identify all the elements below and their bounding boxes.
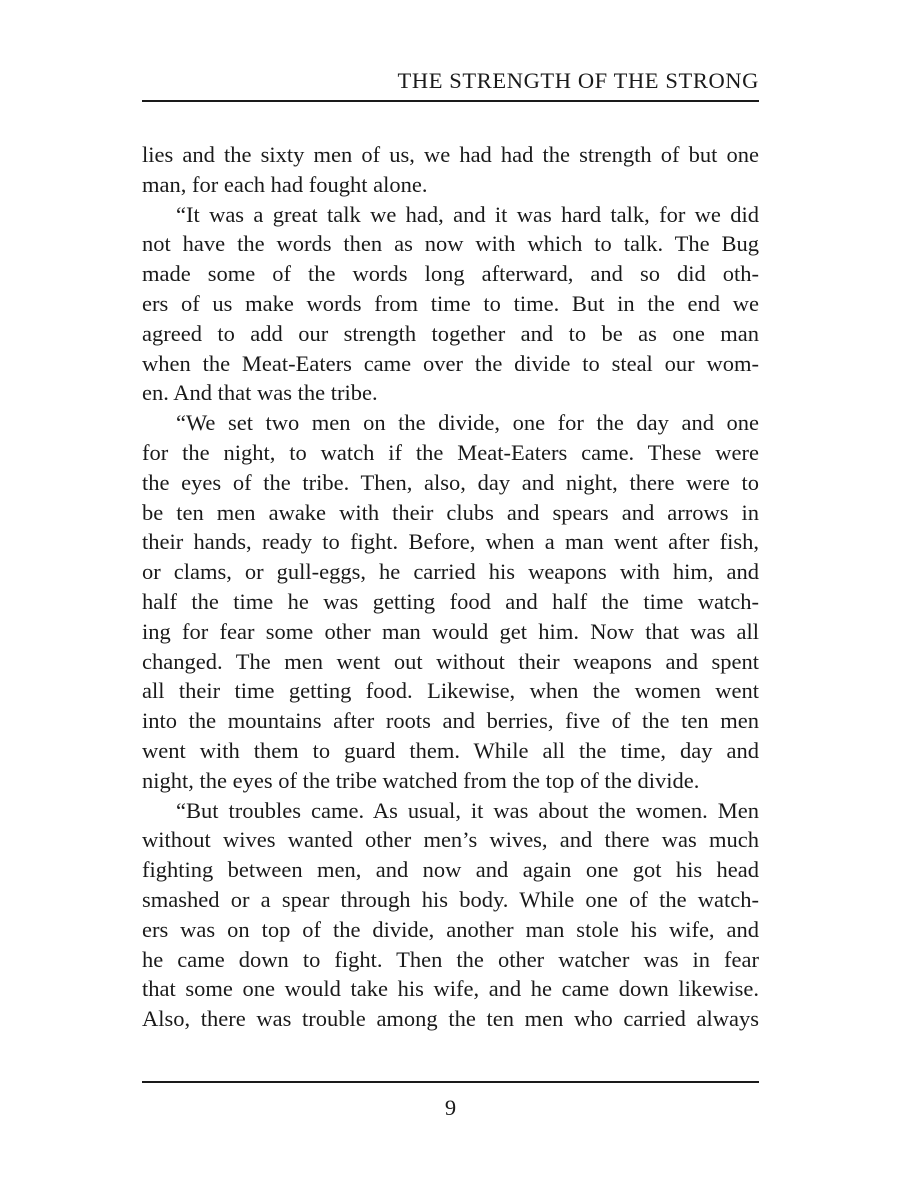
text-line: made some of the words long afterward, and so did oth- <box>142 261 759 287</box>
text-line: without wives wanted other men’s wives, and there was much <box>142 827 759 853</box>
text-line: for the night, to watch if the Meat-Eaters came. These were <box>142 439 759 465</box>
text-line: “We set two men on the divide, one for the day and one <box>176 410 759 436</box>
text-line: en. And that was the tribe. <box>142 380 378 406</box>
book-page <box>142 0 759 1200</box>
text-line: the eyes of the tribe. Then, also, day and night, there were to <box>142 469 759 495</box>
header-rule <box>142 100 759 102</box>
text-line: into the mountains after roots and berries, five of the ten men <box>142 708 759 734</box>
text-line: “But troubles came. As usual, it was about the women. Men <box>176 797 759 823</box>
text-line: or clams, or gull-eggs, he carried his weapons with him, and <box>142 559 759 585</box>
text-line: agreed to add our strength together and to be as one man <box>142 320 759 346</box>
text-line: not have the words then as now with which to talk. The Bug <box>142 231 759 257</box>
text-line: be ten men awake with their clubs and spears and arrows in <box>142 499 759 525</box>
text-line: changed. The men went out without their weapons and spent <box>142 648 759 674</box>
text-line: all their time getting food. Likewise, when the women went <box>142 678 759 704</box>
text-line: he came down to fight. Then the other watcher was in fear <box>142 946 759 972</box>
text-line: ers of us make words from time to time. But in the end we <box>142 290 759 316</box>
text-line: their hands, ready to fight. Before, when a man went after fish, <box>142 529 759 555</box>
footer-rule <box>142 1081 759 1083</box>
text-line: went with them to guard them. While all the time, day and <box>142 737 759 763</box>
text-line: “It was a great talk we had, and it was hard talk, for we did <box>176 201 759 227</box>
text-line: Also, there was trouble among the ten men who carried always <box>142 1006 759 1032</box>
page-number: 9 <box>444 1095 457 1120</box>
text-line: lies and the sixty men of us, we had had the strength of but one <box>142 142 759 167</box>
text-line: half the time he was getting food and half the time watch- <box>142 588 759 614</box>
text-line: ers was on top of the divide, another man stole his wife, and <box>142 916 759 942</box>
running-head: THE STRENGTH OF THE STRONG <box>397 68 759 93</box>
text-line: ing for fear some other man would get him. Now that was all <box>142 618 759 644</box>
text-line: when the Meat-Eaters came over the divide to steal our wom- <box>142 350 759 376</box>
body-text <box>142 140 759 1034</box>
text-line: fighting between men, and now and again one got his head <box>142 857 759 883</box>
text-line: man, for each had fought alone. <box>142 171 428 197</box>
text-line: that some one would take his wife, and he came down likewise. <box>142 976 759 1002</box>
text-line: smashed or a spear through his body. While one of the watch- <box>142 886 759 912</box>
text-line: night, the eyes of the tribe watched from the top of the divide. <box>142 767 700 793</box>
